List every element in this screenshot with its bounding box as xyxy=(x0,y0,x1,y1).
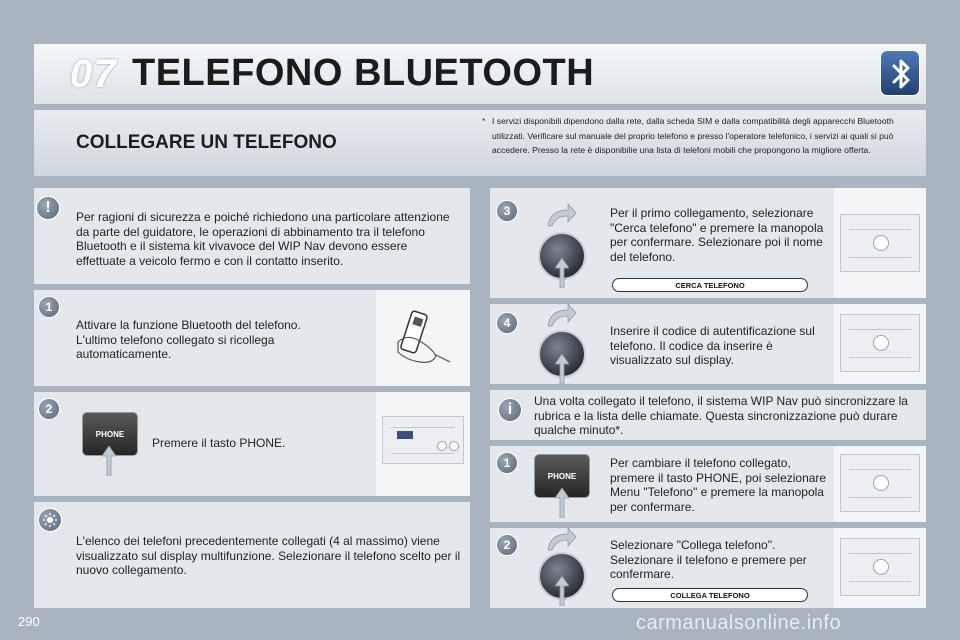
subsection-title: COLLEGARE UN TELEFONO xyxy=(76,132,337,153)
warning-text: Per ragioni di sicurezza e poiché richiedono una particolare attenzione da parte del guidatore, le operazioni di abbinamento tra il telefono Bluetooth e il sistema kit vivavoce del WIP Nav devono essere effettuate a veicolo fermo e con il contatto inserito. xyxy=(76,210,450,268)
info-icon: i xyxy=(498,398,522,422)
phone-key-icon: PHONE xyxy=(534,454,590,498)
rotate-arrow-icon xyxy=(546,528,576,552)
step3-badge: 3 xyxy=(496,200,518,222)
rotate-arrow-icon xyxy=(546,304,576,328)
tip-lamp-icon xyxy=(38,508,62,532)
footnote-star: * xyxy=(482,116,486,126)
step1b-text: Per cambiare il telefono collegato, premere il tasto PHONE, poi selezionare Menu "Telefono" e premere la manopola per confermare. xyxy=(610,456,827,514)
step2-badge: 2 xyxy=(38,398,60,420)
step1-text: Attivare la funzione Bluetooth del telefono. L'ultimo telefono collegato si ricollega automaticamente. xyxy=(76,318,301,361)
section-number: 07 xyxy=(70,52,117,96)
tip-text: L'elenco dei telefoni precedentemente collegati (4 al massimo) viene visualizzato sul display multifunzione. Selezionare il telefono scelto per il nuovo collegamento. xyxy=(76,534,461,577)
rotate-arrow-icon xyxy=(546,204,576,228)
hand-phone-icon xyxy=(376,290,470,386)
step1b-radio-icon xyxy=(840,454,920,512)
arrow-up-icon xyxy=(102,446,116,476)
footnote xyxy=(482,114,922,158)
step2b-badge: 2 xyxy=(496,534,518,556)
step1b-badge: 1 xyxy=(496,452,518,474)
arrow-up-icon xyxy=(555,488,569,518)
step1-badge: 1 xyxy=(38,296,60,318)
bluetooth-icon xyxy=(880,50,920,96)
page-number: 290 xyxy=(18,614,40,629)
step4-badge: 4 xyxy=(496,312,518,334)
phone-key-icon: PHONE xyxy=(82,412,138,456)
step2b-radio-icon xyxy=(840,538,920,596)
page-title: TELEFONO BLUETOOTH xyxy=(132,52,595,94)
step2-text: Premere il tasto PHONE. xyxy=(152,436,286,450)
watermark: carmanualsonline.info xyxy=(636,612,842,634)
footnote-text: I servizi disponibili dipendono dalla rete, dalla scheda SIM e dalla compatibilità degli apparecchi Bluetooth utilizzati. Verificare sul manuale del proprio telefono e presso l'operatore telefonico, i servizi ai quali si può accedere. Presso la rete è disponibilie una lista di telefoni mobili che propongono la migliore offerta. xyxy=(492,116,894,155)
radio-unit-icon xyxy=(382,416,464,464)
info-text: Una volta collegato il telefono, il sistema WIP Nav può sincronizzare la rubrica e la lista delle chiamate. Questa sincronizzazione può durare qualche minuto*. xyxy=(534,394,908,437)
step3-text: Per il primo collegamento, selezionare "Cerca telefono" e premere la manopola per confermare. Selezionare poi il nome del telefono. xyxy=(610,206,824,264)
connect-phone-button[interactable]: COLLEGA TELEFONO xyxy=(612,588,808,602)
step3-radio-icon xyxy=(840,214,920,272)
search-phone-button[interactable]: CERCA TELEFONO xyxy=(612,278,808,292)
arrow-up-icon xyxy=(555,576,569,606)
step4-radio-icon xyxy=(840,314,920,372)
step4-text: Inserire il codice di autentificazione sul telefono. Il codice da inserire è visualizzato sul display. xyxy=(610,324,815,367)
arrow-up-icon xyxy=(555,258,569,288)
arrow-up-icon xyxy=(555,354,569,384)
warning-icon: ! xyxy=(36,196,60,220)
step2b-text: Selezionare "Collega telefono". Selezionare il telefono e premere per confermare. xyxy=(610,538,807,581)
phone-image-box xyxy=(376,290,470,386)
